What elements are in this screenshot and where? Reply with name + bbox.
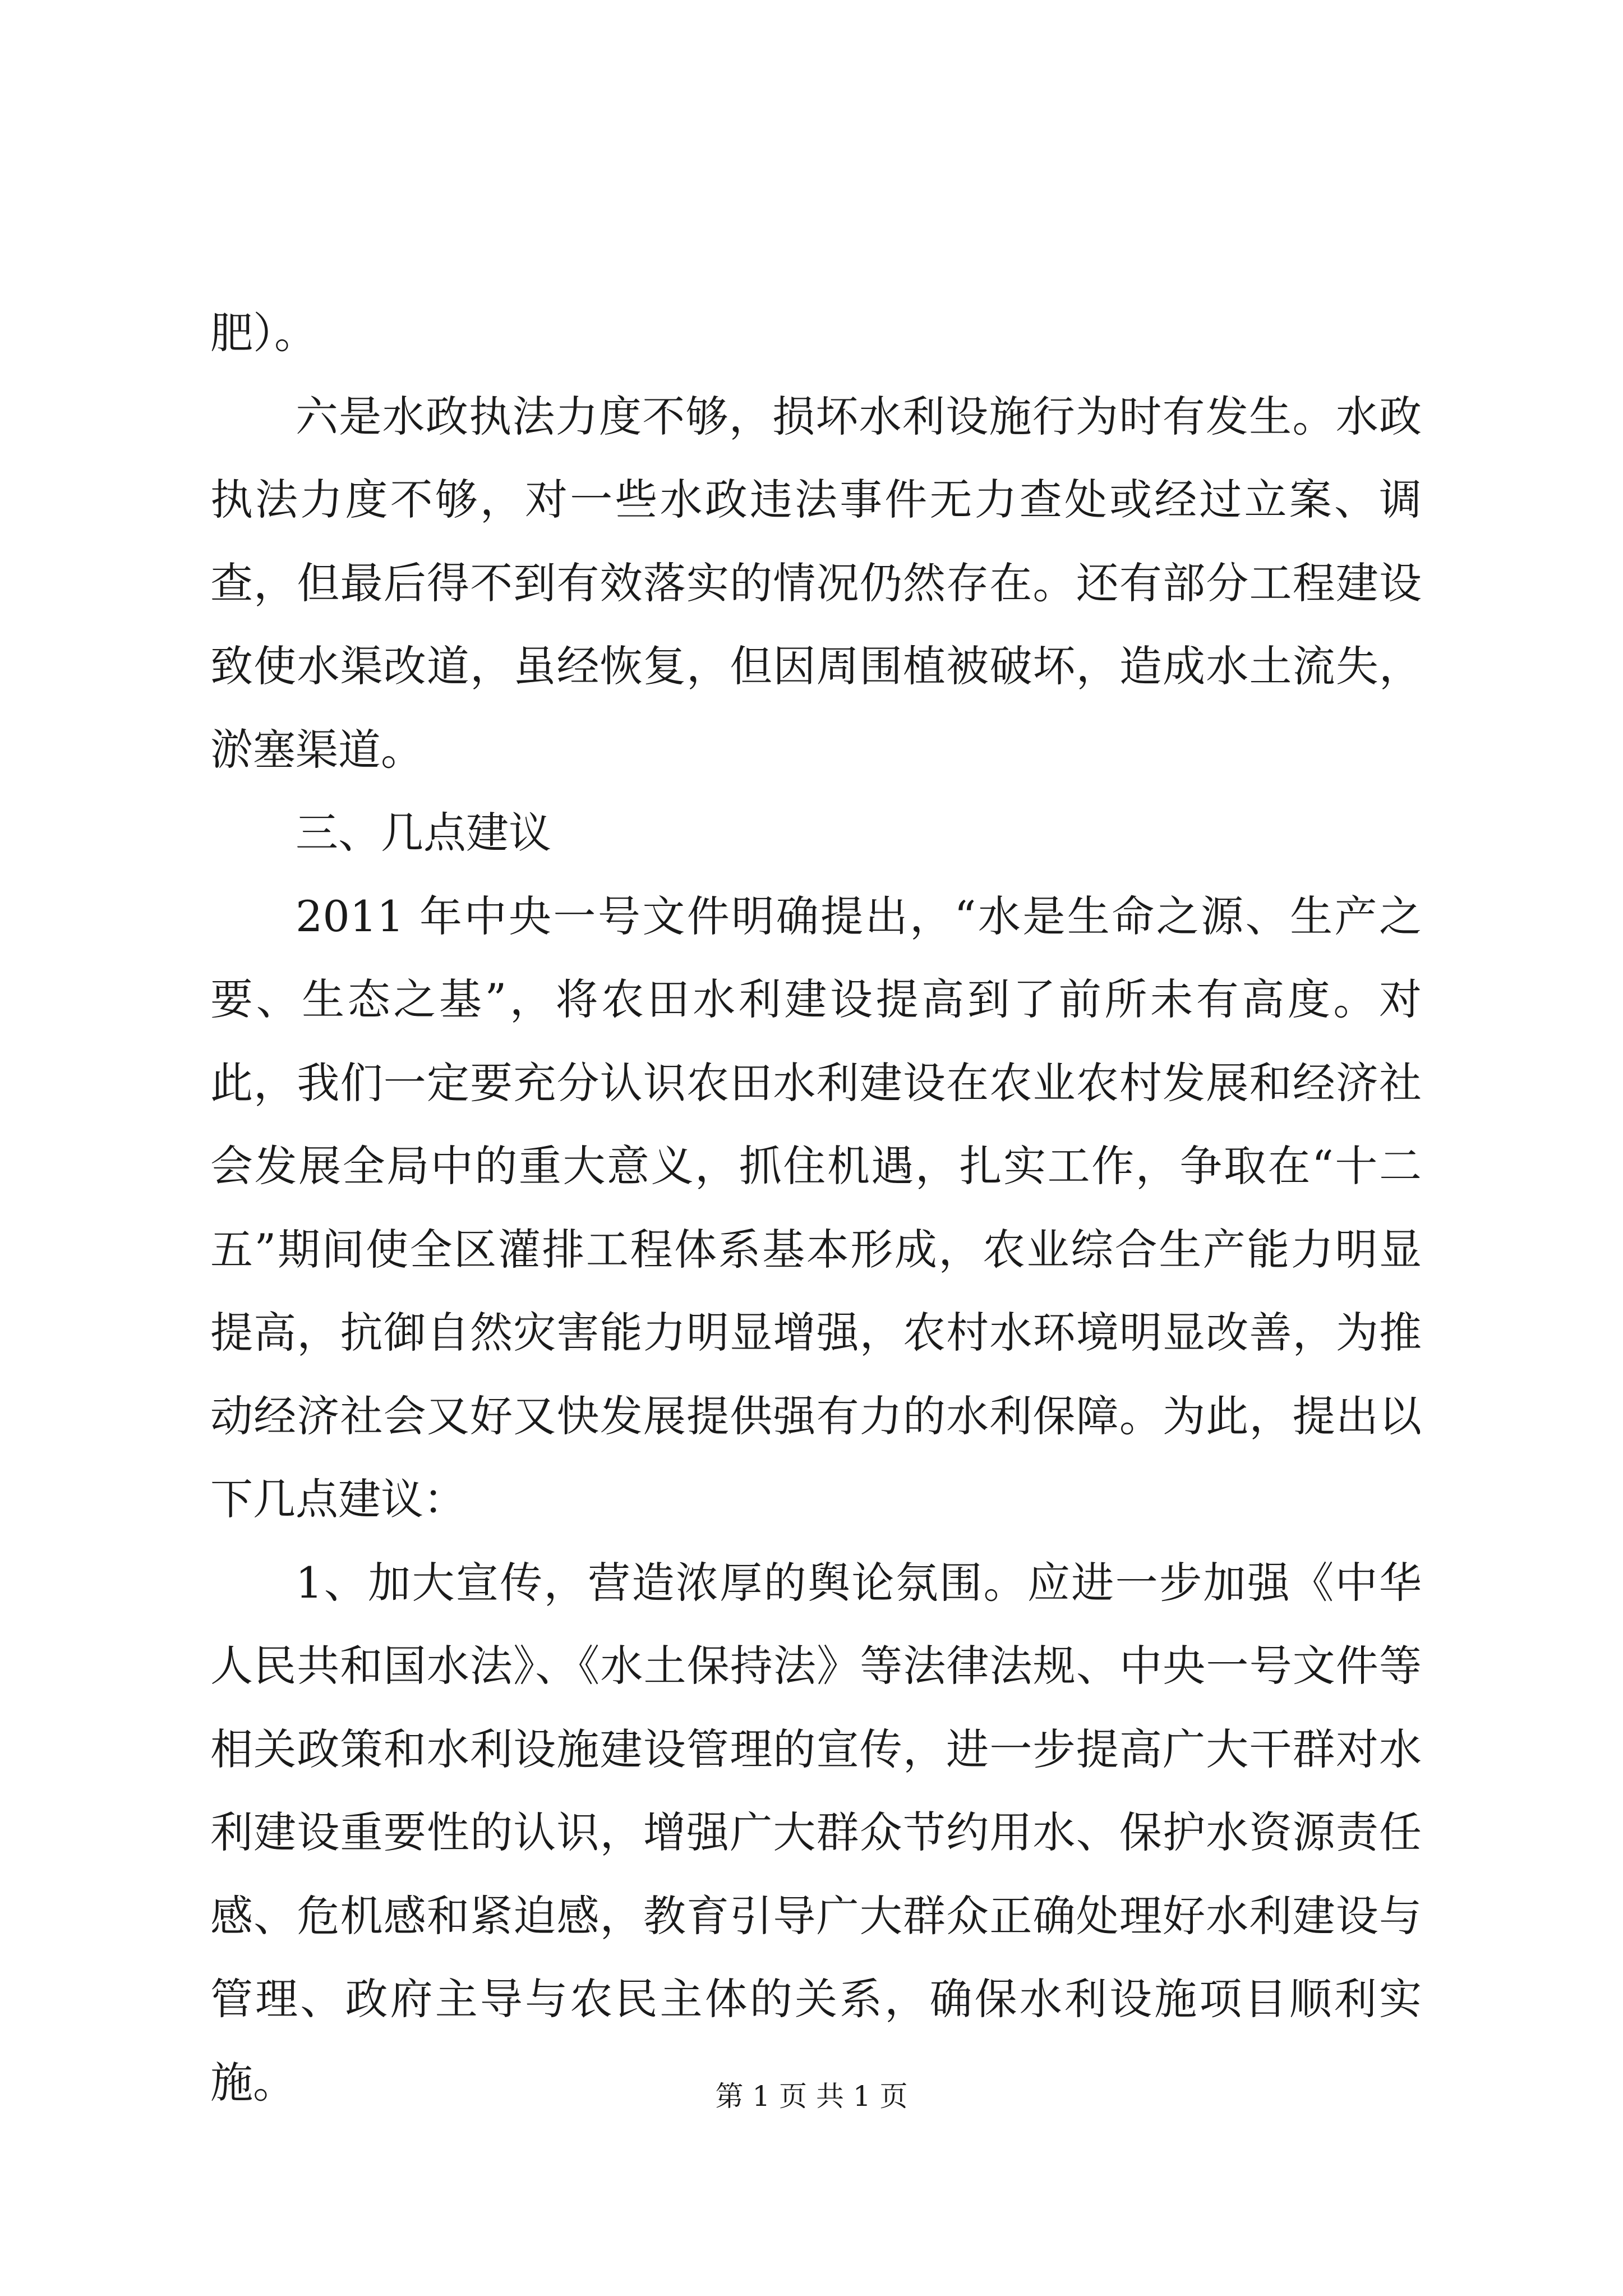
- section-heading-suggestions: 三、几点建议: [296, 808, 551, 858]
- paragraph-suggestion-1: 1、加大宣传，营造浓厚的舆论氛围。应进一步加强《中华人民共和国水法》、《水土保持法》等法律法规、中央一号文件等相关政策和水利设施建设管理的宣传，进一步提高广大干群对水利建设重要性的认识，增强广大群众节约用水、保护水资源责任感、危机感和紧迫感，教育引导广大群众正确处理好水利建设与管理、政府主导与农民主体的关系，确保水利设施项目顺利实施。: [210, 1557, 1422, 2108]
- paragraph-policy: 2011 年中央一号文件明确提出，“水是生命之源、生产之要、生态之基”，将农田水利建设提高到了前所未有高度。对此，我们一定要充分认识农田水利建设在农业农村发展和经济社会发展全局中的重大意义，抓住机遇，扎实工作，争取在“十二五”期间使全区灌排工程体系基本形成，农业综合生产能力明显提高，抗御自然灾害能力明显增强，农村水环境明显改善，为推动经济社会又好又快发展提供强有力的水利保障。为此，提出以下几点建议：: [210, 891, 1422, 1524]
- page-footer: 第 1 页 共 1 页: [715, 2080, 908, 2113]
- paragraph-continuation: 肥）。: [210, 308, 317, 358]
- paragraph-enforcement: 六是水政执法力度不够，损坏水利设施行为时有发生。水政执法力度不够，对一些水政违法事件无力查处或经过立案、调查，但最后得不到有效落实的情况仍然存在。还有部分工程建设致使水渠改道，虽经恢复，但因周围植被破坏，造成水土流失，淤塞渠道。: [210, 391, 1422, 775]
- document-body: [210, 292, 1422, 2124]
